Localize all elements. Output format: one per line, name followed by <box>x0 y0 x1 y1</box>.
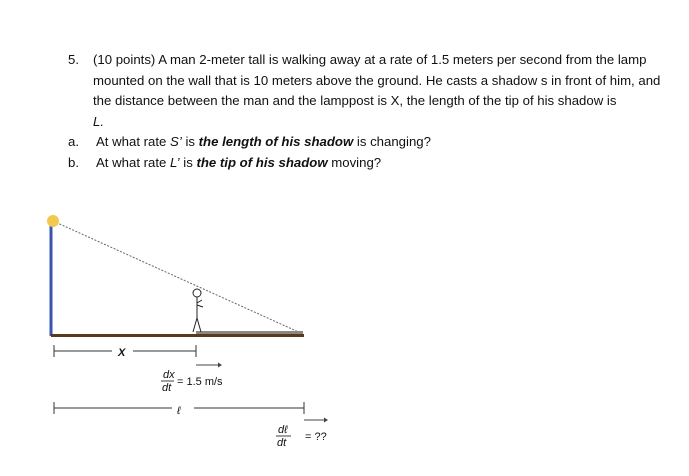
part-a-pre: At what rate <box>96 134 171 149</box>
part-b-post: moving? <box>327 154 382 170</box>
part-b-label: b. <box>68 154 79 170</box>
part-a-post: is changing? <box>353 134 431 149</box>
part-b-mid: is <box>179 154 197 170</box>
dl-denominator: dt <box>277 437 287 449</box>
light-ray <box>53 221 303 334</box>
part-a-var: S’ <box>170 134 182 149</box>
dl-numerator: dℓ <box>278 424 288 436</box>
part-a-emphasis: the length of his shadow <box>198 134 354 149</box>
man-figure <box>193 289 203 332</box>
part-b-pre: At what rate <box>96 154 171 170</box>
dl-arrowhead <box>324 418 328 423</box>
part-a-mid: is <box>181 134 199 149</box>
problem-text-main: (10 points) A man 2-meter tall is walking away at a rate of 1.5 meters per second from the lamp mounted on the wall that is 10 meters above the ground. He casts a shadow s in front of him, and the distance between the man and the lamppost is X, the length of the tip of his shadow is <box>93 52 661 108</box>
dx-denominator: dt <box>162 382 172 394</box>
dx-arrowhead <box>218 363 222 368</box>
problem-text-end: L. <box>93 113 104 129</box>
part-a-label: a. <box>68 134 79 149</box>
dx-numerator: dx <box>163 369 175 381</box>
part-b-emphasis: the tip of his shadow <box>196 154 328 170</box>
l-label: ℓ <box>177 405 181 417</box>
x-label: X <box>118 347 126 359</box>
dx-value: = 1.5 m/s <box>177 376 223 388</box>
lamp-icon <box>47 215 59 227</box>
problem-number: 5. <box>68 52 79 67</box>
part-b-var: L’ <box>170 154 180 170</box>
dl-value: = ?? <box>305 431 327 443</box>
